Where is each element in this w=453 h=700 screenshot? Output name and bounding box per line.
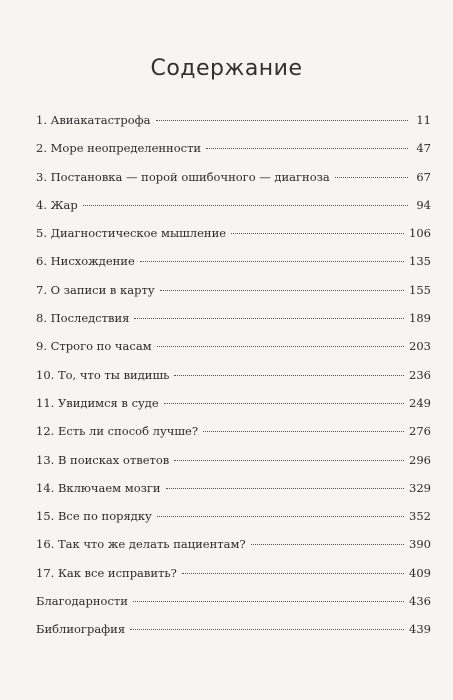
dot-leader [335, 177, 408, 178]
dot-leader [133, 601, 404, 602]
toc-entry [36, 198, 431, 226]
dot-leader [206, 148, 408, 149]
toc-entry [36, 509, 431, 537]
toc-entry-page-number: 94 [416, 197, 431, 212]
toc-entry [36, 311, 431, 339]
toc-entry [36, 622, 431, 650]
toc-entry-page-number: 409 [409, 565, 431, 580]
toc-entry-label: 12. Есть ли способ лучше? [36, 424, 198, 439]
dot-leader [203, 431, 404, 432]
toc-entry [36, 368, 431, 396]
toc-entry-page-number: 135 [409, 254, 431, 269]
dot-leader [130, 629, 404, 630]
toc-entry-page-number: 155 [409, 282, 431, 297]
toc-entry-page-number: 296 [409, 452, 431, 467]
dot-leader [231, 233, 404, 234]
toc-entry-page-number: 352 [409, 509, 431, 524]
toc-entry-label: 10. То, что ты видишь [36, 367, 170, 382]
dot-leader [164, 403, 404, 404]
dot-leader [134, 318, 404, 319]
toc-entry-page-number: 203 [409, 339, 431, 354]
toc-entry-label: 14. Включаем мозги [36, 480, 161, 495]
toc-entry [36, 141, 431, 169]
toc-entry-page-number: 390 [409, 537, 431, 552]
toc-entry-page-number: 47 [416, 141, 431, 156]
toc-entry-page-number: 106 [409, 226, 431, 241]
toc-entry-label: 17. Как все исправить? [36, 565, 177, 580]
dot-leader [157, 346, 404, 347]
dot-leader [174, 375, 404, 376]
toc-entry [36, 594, 431, 622]
toc-entry-label: 11. Увидимся в суде [36, 395, 159, 410]
toc-entry-label: 1. Авиакатастрофа [36, 113, 151, 127]
dot-leader [83, 205, 408, 206]
dot-leader [182, 573, 404, 574]
toc-entry-label: 9. Строго по часам [36, 339, 152, 354]
toc-entry-page-number: 236 [409, 367, 431, 382]
toc-entry-label: 13. В поисках ответов [36, 452, 170, 467]
toc-entry [36, 283, 431, 311]
toc-entry [36, 537, 431, 565]
dot-leader [166, 488, 404, 489]
toc-entry-label: 16. Так что же делать пациентам? [36, 537, 246, 552]
toc-entry-page-number: 67 [416, 169, 431, 184]
toc-entry [36, 396, 431, 424]
toc-entry-page-number: 436 [409, 594, 431, 609]
toc-entry-page-number: 276 [409, 424, 431, 439]
toc-entry-page-number: 189 [409, 311, 431, 326]
dot-leader [251, 544, 404, 545]
toc-entry [36, 254, 431, 282]
toc-entry-page-number: 329 [409, 480, 431, 495]
toc-entry-label: 6. Нисхождение [36, 254, 135, 269]
dot-leader [157, 516, 404, 517]
dot-leader [156, 120, 408, 121]
toc-entry-label: Благодарности [36, 594, 128, 609]
toc-entry [36, 481, 431, 509]
toc-entry-label: 2. Море неопределенности [36, 141, 202, 156]
toc-entry-page-number: 439 [409, 622, 431, 637]
toc-entry [36, 453, 431, 481]
toc-entry-label: 15. Все по порядку [36, 509, 152, 524]
toc-entry [36, 566, 431, 594]
toc-entry-label: Библиография [36, 622, 126, 637]
toc-entry [36, 339, 431, 367]
toc-entry [36, 424, 431, 452]
dot-leader [160, 290, 404, 291]
toc-entry-label: 7. О записи в карту [36, 282, 155, 297]
toc-entry-page-number: 249 [409, 395, 431, 410]
toc-entry-label: 4. Жар [36, 197, 78, 212]
toc-entry [36, 113, 431, 141]
toc-entry [36, 170, 431, 198]
table-of-contents [36, 113, 431, 651]
page-title: Содержание [150, 56, 303, 81]
toc-entry-label: 5. Диагностическое мышление [36, 226, 227, 241]
toc-entry-page-number: 11 [416, 113, 431, 127]
toc-entry-label: 8. Последствия [36, 311, 130, 326]
dot-leader [140, 261, 404, 262]
dot-leader [174, 460, 404, 461]
toc-entry-label: 3. Постановка — порой ошибочного — диагноза [36, 169, 330, 184]
toc-entry [36, 226, 431, 254]
